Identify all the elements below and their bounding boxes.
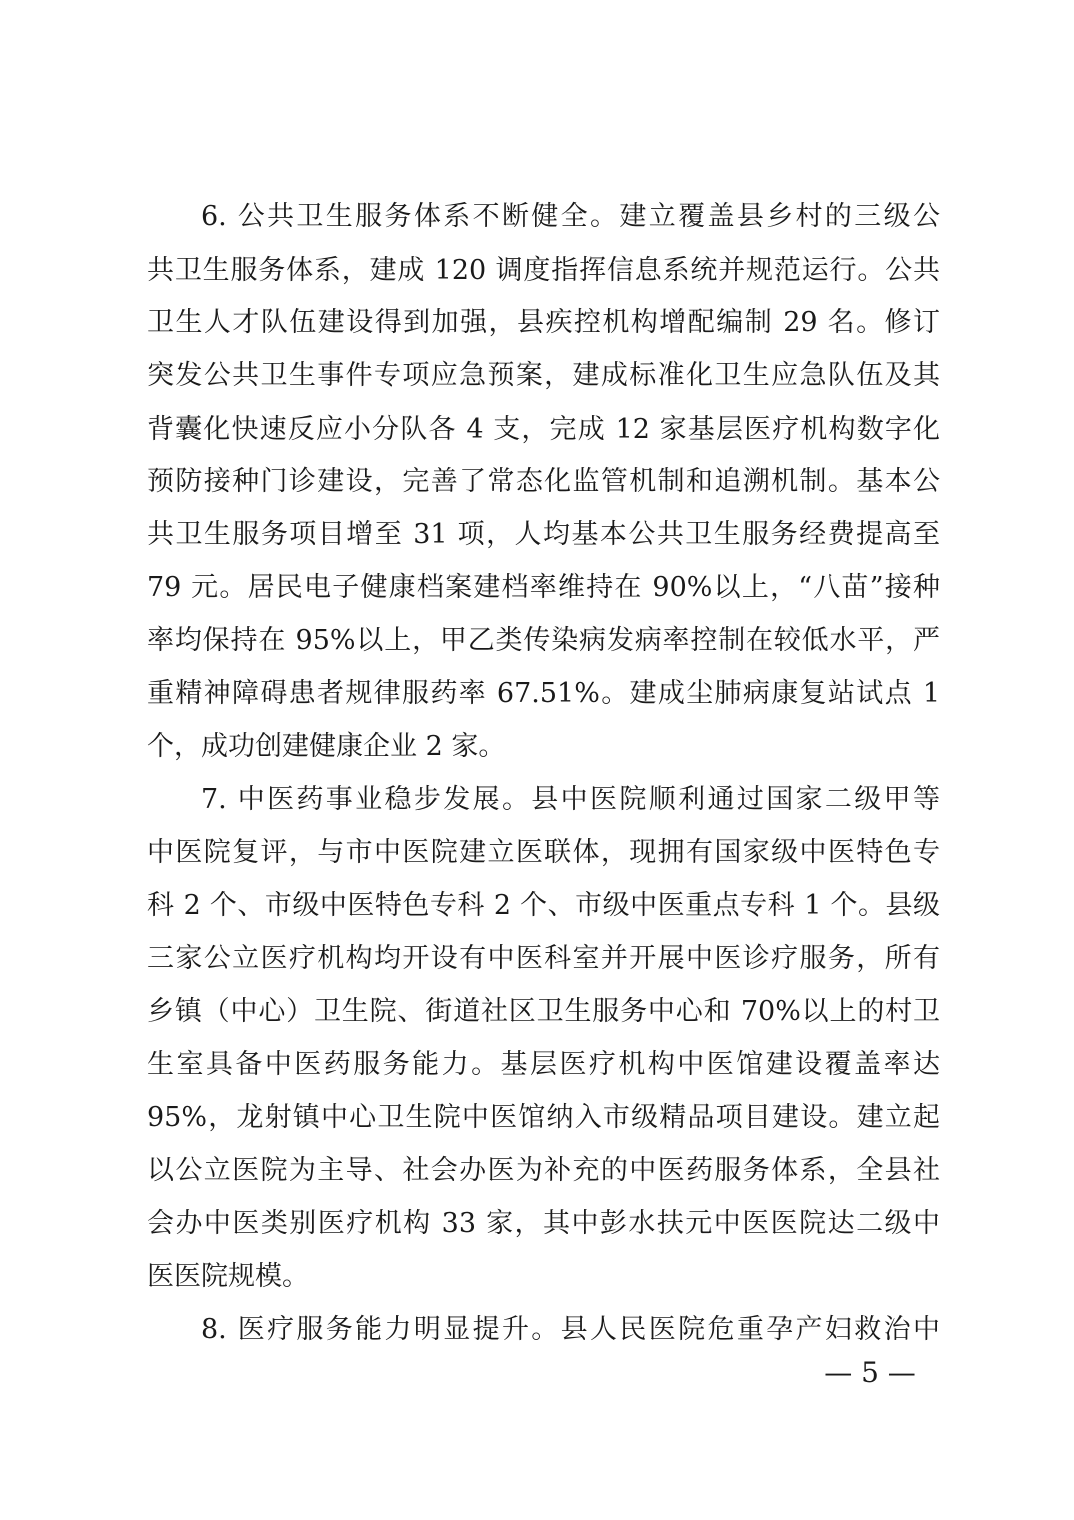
page-number: — 5 —: [824, 1356, 916, 1389]
text-line: 会办中医类别医疗机构 33 家，其中彭水扶元中医医院达二级中: [147, 1208, 940, 1239]
text-line: 科 2 个、市级中医特色专科 2 个、市级中医重点专科 1 个。县级: [147, 890, 940, 921]
text-line: 卫生人才队伍建设得到加强，县疾控机构增配编制 29 名。修订: [147, 307, 940, 338]
text-line: 重精神障碍患者规律服药率 67.51%。建成尘肺病康复站试点 1: [147, 678, 940, 709]
text-line: 三家公立医疗机构均开设有中医科室并开展中医诊疗服务，所有: [147, 943, 940, 974]
text-line: 共卫生服务项目增至 31 项，人均基本公共卫生服务经费提高至: [147, 519, 940, 550]
text-line: 以公立医院为主导、社会办医为补充的中医药服务体系，全县社: [147, 1155, 940, 1186]
text-line: 8. 医疗服务能力明显提升。县人民医院危重孕产妇救治中: [201, 1314, 940, 1345]
text-line: 6. 公共卫生服务体系不断健全。建立覆盖县乡村的三级公: [201, 201, 940, 232]
text-line: 预防接种门诊建设，完善了常态化监管机制和追溯机制。基本公: [147, 466, 940, 497]
text-line: 乡镇（中心）卫生院、街道社区卫生服务中心和 70%以上的村卫: [147, 996, 940, 1027]
text-line: 79 元。居民电子健康档案建档率维持在 90%以上，“八苗”接种: [147, 572, 940, 603]
text-line: 突发公共卫生事件专项应急预案，建成标准化卫生应急队伍及其: [147, 360, 940, 391]
text-line: 个，成功创建健康企业 2 家。: [147, 731, 506, 762]
text-line: 7. 中医药事业稳步发展。县中医院顺利通过国家二级甲等: [201, 784, 940, 815]
text-line: 中医院复评，与市中医院建立医联体，现拥有国家级中医特色专: [147, 837, 940, 868]
text-line: 医医院规模。: [147, 1261, 309, 1292]
text-line: 率均保持在 95%以上，甲乙类传染病发病率控制在较低水平，严: [147, 625, 940, 656]
text-line: 生室具备中医药服务能力。基层医疗机构中医馆建设覆盖率达: [147, 1049, 940, 1080]
text-line: 背囊化快速反应小分队各 4 支，完成 12 家基层医疗机构数字化: [147, 414, 940, 445]
text-line: 95%，龙射镇中心卫生院中医馆纳入市级精品项目建设。建立起: [147, 1102, 940, 1133]
text-line: 共卫生服务体系，建成 120 调度指挥信息系统并规范运行。公共: [147, 255, 940, 286]
